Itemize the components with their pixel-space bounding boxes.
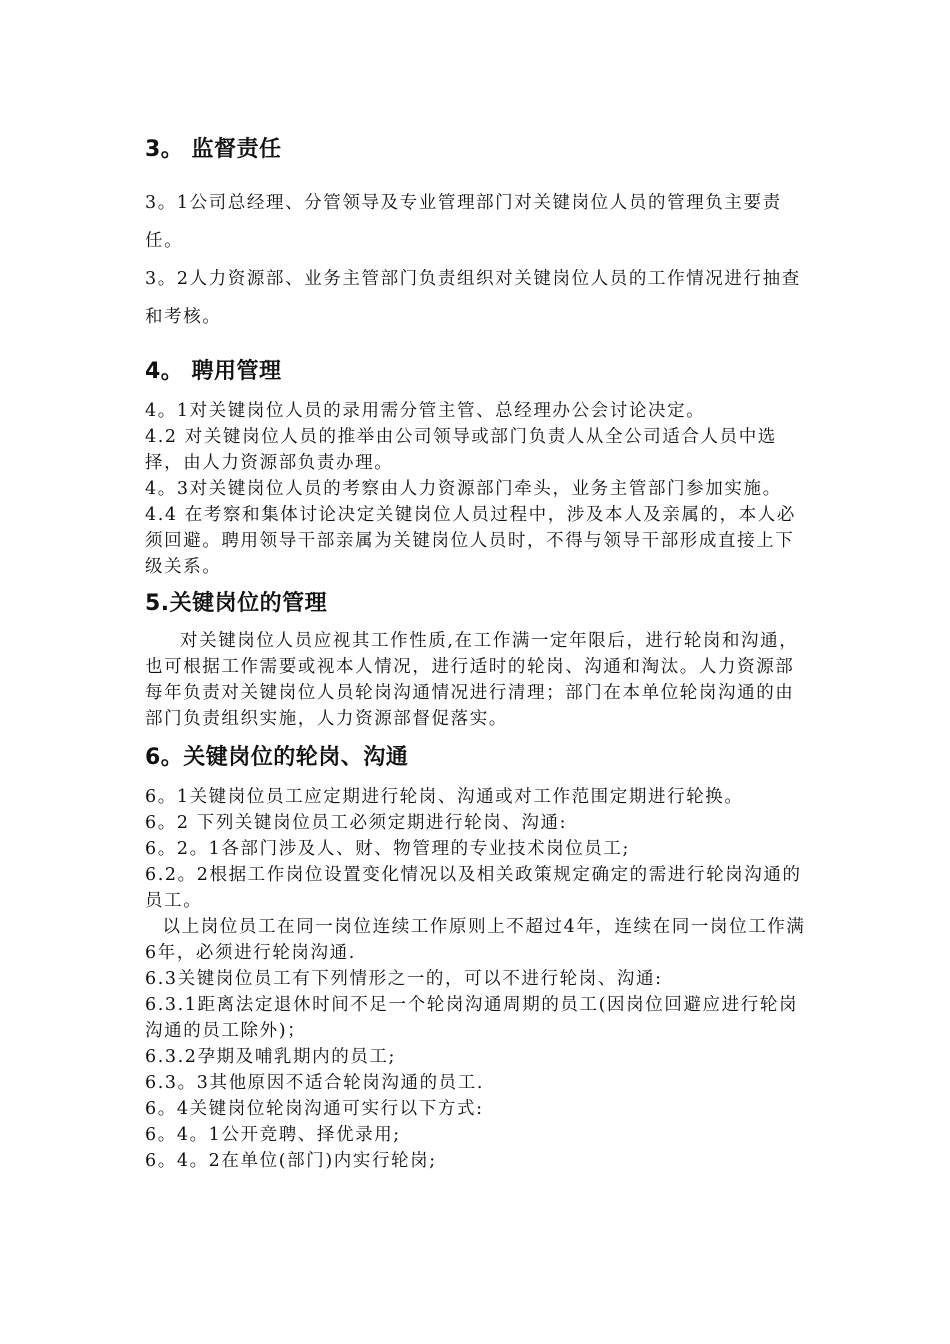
paragraph-6-4: 6。4关键岗位轮岗沟通可实行以下方式: bbox=[145, 1099, 484, 1119]
paragraph-6-4-2: 6。4。2在单位(部门)内实行轮岗; bbox=[145, 1151, 437, 1171]
paragraph-6-4-1: 6。4。1公开竞聘、择优录用; bbox=[145, 1125, 401, 1145]
section-6-body bbox=[145, 784, 810, 1174]
section-5-body bbox=[145, 628, 810, 732]
paragraph-3-1: 3。1公司总经理、分管领导及专业管理部门对关键岗位人员的管理负主要责任。 bbox=[145, 193, 782, 251]
section-6-heading: 6。关键岗位的轮岗、沟通 bbox=[145, 745, 409, 770]
paragraph-4-1: 4。1对关键岗位人员的录用需分管主管、总经理办公会讨论决定。 bbox=[145, 401, 706, 421]
paragraph-6-1: 6。1关键岗位员工应定期进行轮岗、沟通或对工作范围定期进行轮换。 bbox=[145, 787, 744, 807]
section-5-heading: 5.关键岗位的管理 bbox=[145, 591, 328, 616]
paragraph-4-3: 4。3对关键岗位人员的考察由人力资源部门牵头，业务主管部门参加实施。 bbox=[145, 479, 782, 499]
paragraph-6-3-3: 6.3。3其他原因不适合轮岗沟通的员工. bbox=[145, 1073, 485, 1093]
paragraph-3-2: 3。2人力资源部、业务主管部门负责组织对关键岗位人员的工作情况进行抽查和考核。 bbox=[145, 269, 801, 327]
paragraph-5-1: 对关键岗位人员应视其工作性质,在工作满一定年限后，进行轮岗和沟通，也可根据工作需要或视本人情况，进行适时的轮岗、沟通和淘汰。人力资源部每年负责对关键岗位人员轮岗沟通情况进行清理；部门在本单位轮岗沟通的由部门负责组织实施，人力资源部督促落实。 bbox=[145, 631, 799, 729]
paragraph-6-3: 6.3关键岗位员工有下列情形之一的，可以不进行轮岗、沟通: bbox=[145, 969, 663, 989]
section-4-heading: 4。 聘用管理 bbox=[145, 359, 282, 384]
paragraph-6-2-2: 6.2。2根据工作岗位设置变化情况以及相关政策规定确定的需进行轮岗沟通的员工。 bbox=[145, 865, 802, 911]
paragraph-6-3-1: 6.3.1距离法定退休时间不足一个轮岗沟通周期的员工(因岗位回避应进行轮岗沟通的员工除外)； bbox=[145, 995, 799, 1041]
section-4-body bbox=[145, 398, 810, 580]
document-body bbox=[145, 132, 810, 1174]
paragraph-6-note: 以上岗位员工在同一岗位连续工作原则上不超过4年，连续在同一岗位工作满6年，必须进行轮岗沟通. bbox=[145, 917, 806, 963]
section-3-heading: 3。 监督责任 bbox=[145, 137, 282, 162]
section-3-body bbox=[145, 184, 810, 336]
paragraph-4-4: 4.4 在考察和集体讨论决定关键岗位人员过程中，涉及本人及亲属的，本人必须回避。聘用领导干部亲属为关键岗位人员时，不得与领导干部形成直接上下级关系。 bbox=[145, 505, 796, 577]
paragraph-6-3-2: 6.3.2孕期及哺乳期内的员工; bbox=[145, 1047, 397, 1067]
paragraph-6-2: 6。2 下列关键岗位员工必须定期进行轮岗、沟通: bbox=[145, 813, 568, 833]
paragraph-4-2: 4.2 对关键岗位人员的推举由公司领导或部门负责人从全公司适合人员中选择，由人力资源部负责办理。 bbox=[145, 427, 777, 473]
paragraph-6-2-1: 6。2。1各部门涉及人、财、物管理的专业技术岗位员工; bbox=[145, 839, 630, 859]
